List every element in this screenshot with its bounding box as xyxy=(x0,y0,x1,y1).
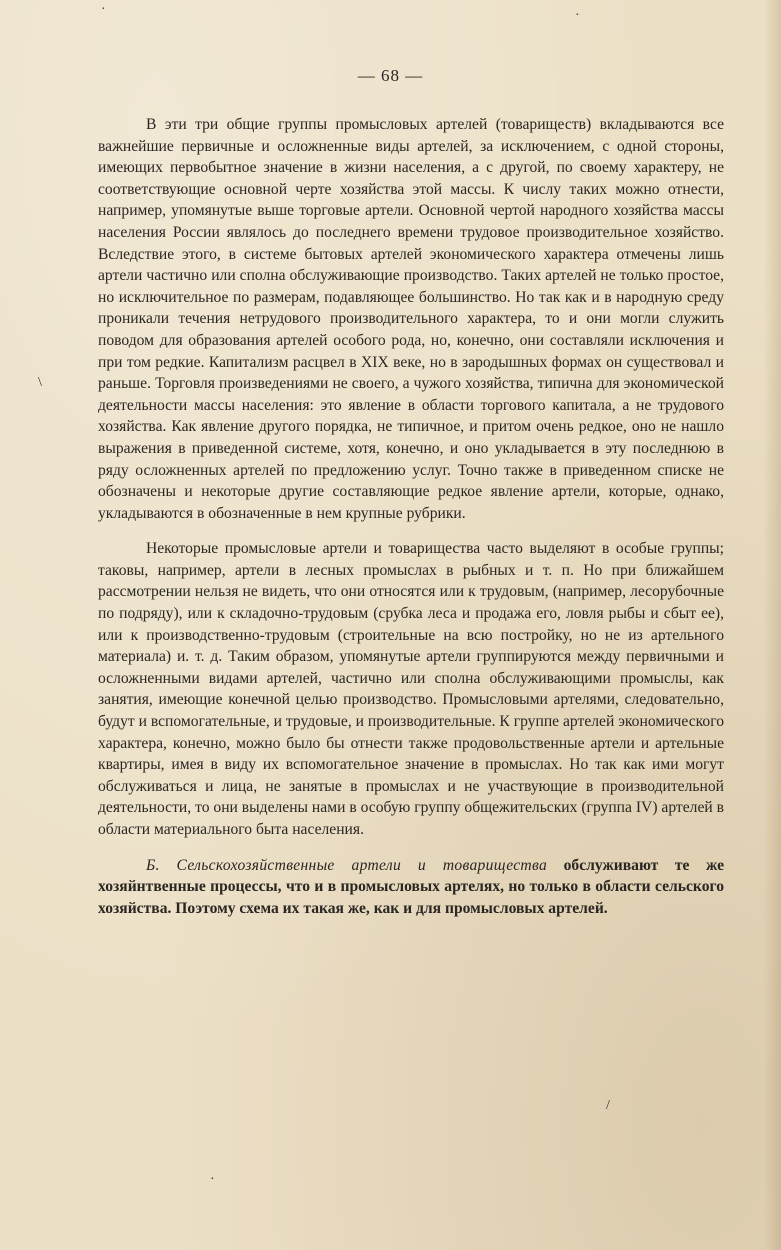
ink-speck: · xyxy=(101,2,106,17)
paragraph-1: В эти три общие группы промысловых артелей (товариществ) вкладываются все важнейшие первичные и осложненные виды артелей, за исключением, с одной стороны, имеющих первобытное значение в жизни населения, а с другой, по своему характеру, не соответствующие основной черте хозяйства этой массы. К числу таких можно отнести, например, упомянутые выше торговые артели. Основной чертой народного хозяйства массы населения России являлось до последнего времени трудовое производительное хозяйство. Вследствие этого, в системе бытовых артелей экономического характера отмечены лишь артели частично или сполна обслуживающие производство. Таких артелей не только простое, но исключительное по размерам, подавляющее большинство. Но так как и в народную среду проникали течения нетрудового производительного характера, то и они могли служить поводом для образования артелей особого рода, но, конечно, они составляли исключения и при том редкие. Капитализм расцвел в XIX веке, но в зародышных формах он существовал и раньше. Торговля произведениями не своего, а чужого хозяйства, типична для экономической деятельности массы населения: это явление в области торгового капитала, а не трудового хозяйства. Как явление другого порядка, не типичное, и притом очень редкое, оно не нашло выражения в приведенной системе, хотя, конечно, и оно укладывается в эту последнюю в ряду осложненных артелей по предложению услуг. Точно также в приведенном списке не обозначены и некоторые другие составляющие редкое явление артели, которые, однако, укладываются в обозначенные в нем крупные рубрики. xyxy=(98,116,724,522)
ink-speck: · xyxy=(210,1172,215,1187)
paragraph-2: Некоторые промысловые артели и товарищества часто выделяют в особые группы; таковы, например, артели в лесных промыслах в рыбных и т. п. Но при ближайшем рассмотрении нельзя не видеть, что они относятся или к трудовым, (например, лесорубочные по подряду), или к складочно-трудовым (срубка леса и продажа его, ловля рыбы и сбыт ее), или к производственно-трудовым (строительные на всю постройку, но не из артельного материала) и. т. д. Таким образом, упомянутые артели группируются между первичными и осложненными видами артелей, частично или сполна обслуживающими промыслы, как занятия, имеющие конечной целью производство. Промысловыми артелями, следовательно, будут и вспомогательные, и трудовые, и производительные. К группе артелей экономического характера, конечно, можно было бы отнести также продовольственные артели и артельные квартиры, имея в виду их вспомогательное значение в промыслах. Но так как ими могут обслуживаться и лица, не занятые в промыслах и не участвующие в производительной деятельности, то они выделены нами в особую группу общежительских (группа IV) артелей в области материального быта населения. xyxy=(98,540,724,838)
paragraph-3 xyxy=(98,855,724,920)
body-text xyxy=(98,114,724,919)
page-edge-shadow xyxy=(763,0,781,1250)
ink-speck: \ xyxy=(38,375,42,390)
ink-speck: / xyxy=(606,1098,610,1113)
section-heading-b: Б. Сельскохозяйственные артели и товарищества xyxy=(146,856,548,874)
paragraph-3-text: обслуживают те же хозяйнтвенные процессы, что и в промысловых артелях, но только в области сельского хозяйства. Поэтому схема их такая же, как и для промысловых артелей. xyxy=(98,856,724,917)
page-number: — 68 — xyxy=(357,66,424,85)
ink-speck: · xyxy=(575,8,580,23)
